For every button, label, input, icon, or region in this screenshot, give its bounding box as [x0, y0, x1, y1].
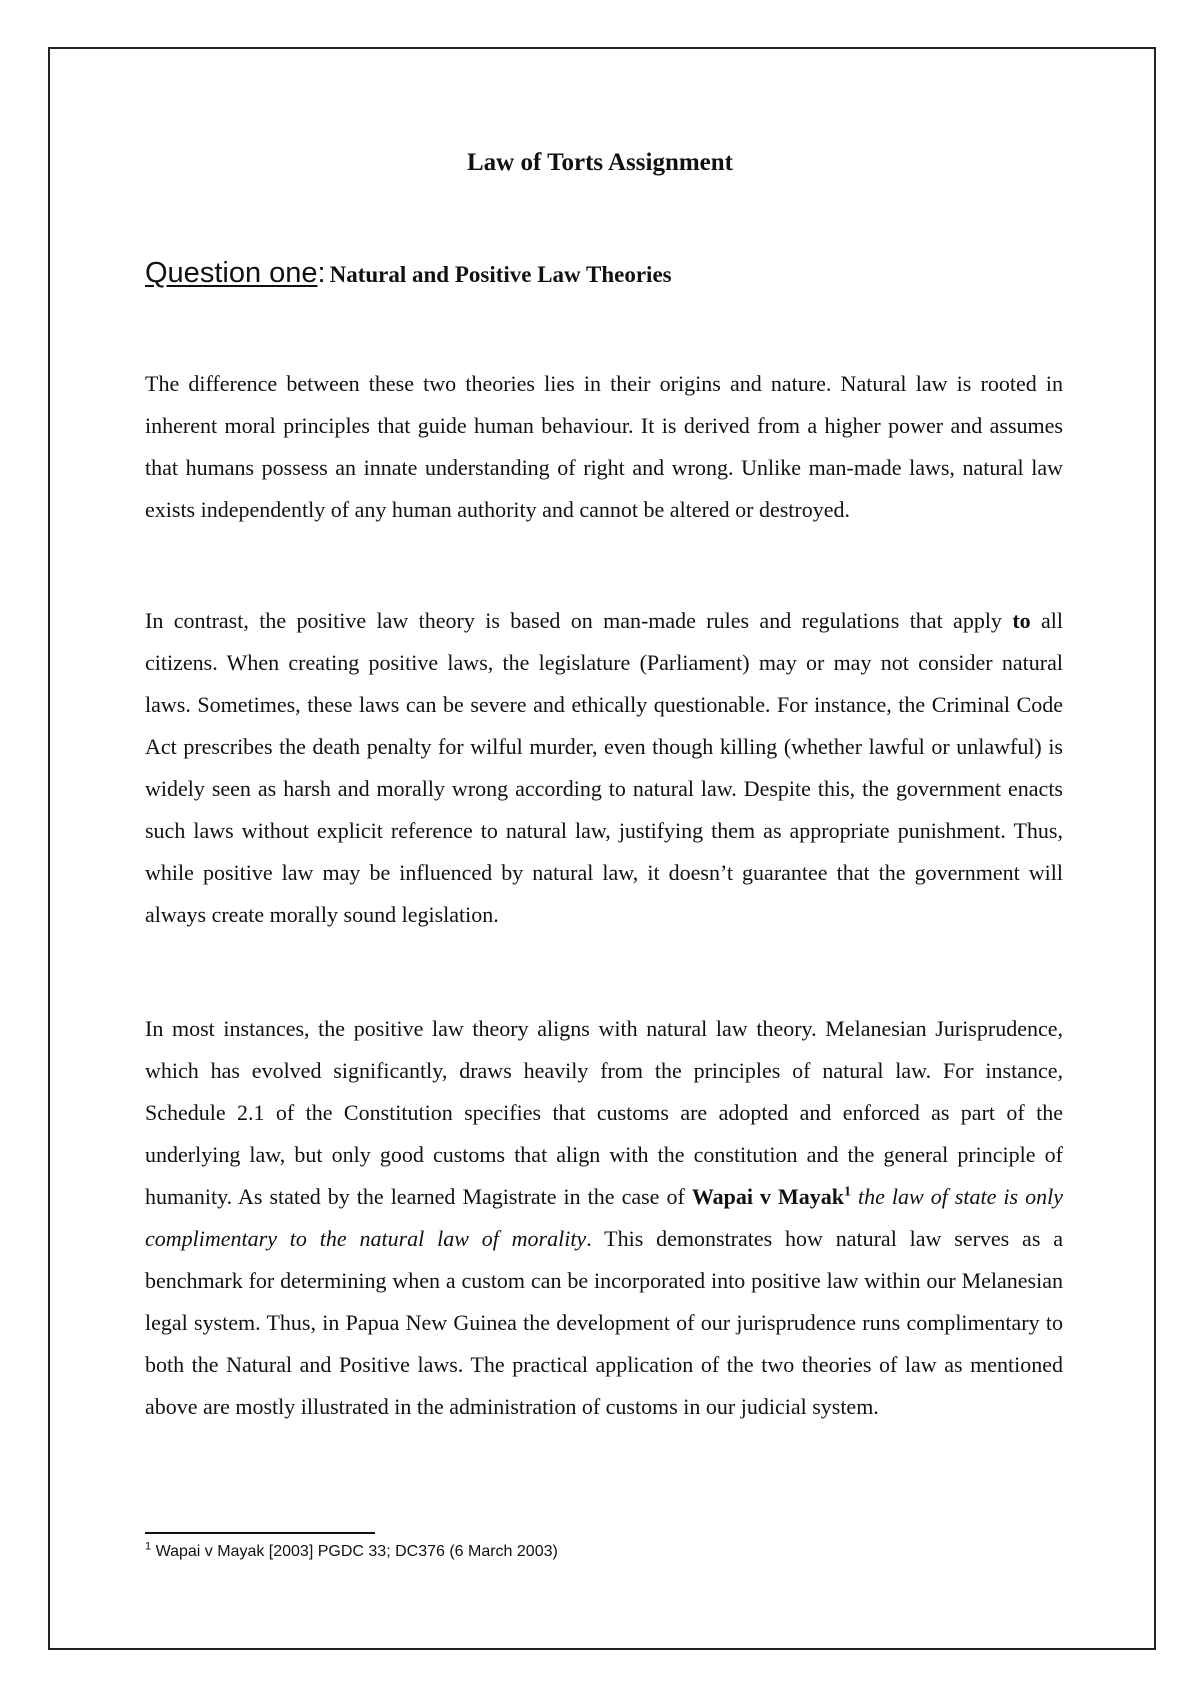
question-label: Question one [145, 257, 318, 289]
case-quote: the law of state is only complimentary to the natural law of morality [145, 1184, 1064, 1251]
paragraph-3 [145, 1008, 1063, 1428]
question-topic: Natural and Positive Law Theories [329, 262, 672, 287]
footnote-text: Wapai v Mayak [2003] PGDC 33; DC376 (6 March 2003) [151, 1543, 558, 1560]
paragraph-1: The difference between these two theories lies in their origins and nature. Natural law is rooted in inherent moral principles that guide human behaviour. It is derived from a higher power and assumes that humans possess an innate understanding of right and wrong. Unlike man-made laws, natural law exists independently of any human authority and cannot be altered or destroyed. [145, 371, 1063, 522]
paragraph-2-end: all citizens. When creating positive laws, the legislature (Parliament) may or may not consider natural laws. Sometimes, these laws can be severe and ethically questionable. For instance, the Criminal Code Act prescribes the death penalty for wilful murder, even though killing (whether lawful or unlawful) is widely seen as harsh and morally wrong according to natural law. Despite this, the government enacts such laws without explicit reference to natural law, justifying them as appropriate punishment. Thus, while positive law may be influenced by natural law, it doesn’t guarantee that the government will always create morally sound legislation. [145, 608, 1064, 927]
footnote-separator [145, 1532, 375, 1534]
question-heading [145, 255, 1065, 296]
paragraph-3-start: In most instances, the positive law theory aligns with natural law theory. Melanesian Jurisprudence, which has evolved significantly, draws heavily from the principles of natural law. For instance, Schedule 2.1 of the Constitution specifies that customs are adopted and enforced as part of the underlying law, but only good customs that align with the constitution and the general principle of humanity. As stated by the learned Magistrate in the case of [145, 1016, 1063, 1209]
footnote-reference[interactable]: 1 [844, 1184, 851, 1200]
question-colon: : [317, 257, 326, 289]
paragraph-3-end: . This demonstrates how natural law serves as a benchmark for determining when a custom can be incorporated into positive law within our Melanesian legal system. Thus, in Papua New Guinea the development of our jurisprudence runs complimentary to both the Natural and Positive laws. The practical application of the two theories of law as mentioned above are mostly illustrated in the administration of customs in our judicial system. [145, 1226, 1063, 1419]
paragraph-2-bold-word: to [1012, 608, 1031, 633]
paragraph-2 [145, 600, 1063, 936]
footnote-number: 1 [145, 1540, 152, 1553]
document-title: Law of Torts Assignment [466, 149, 733, 176]
case-name: Wapai v Mayak [691, 1184, 844, 1209]
paragraph-2-start: In contrast, the positive law theory is based on man-made rules and regulations that apply [145, 608, 1013, 633]
footnote [145, 1541, 1045, 1563]
